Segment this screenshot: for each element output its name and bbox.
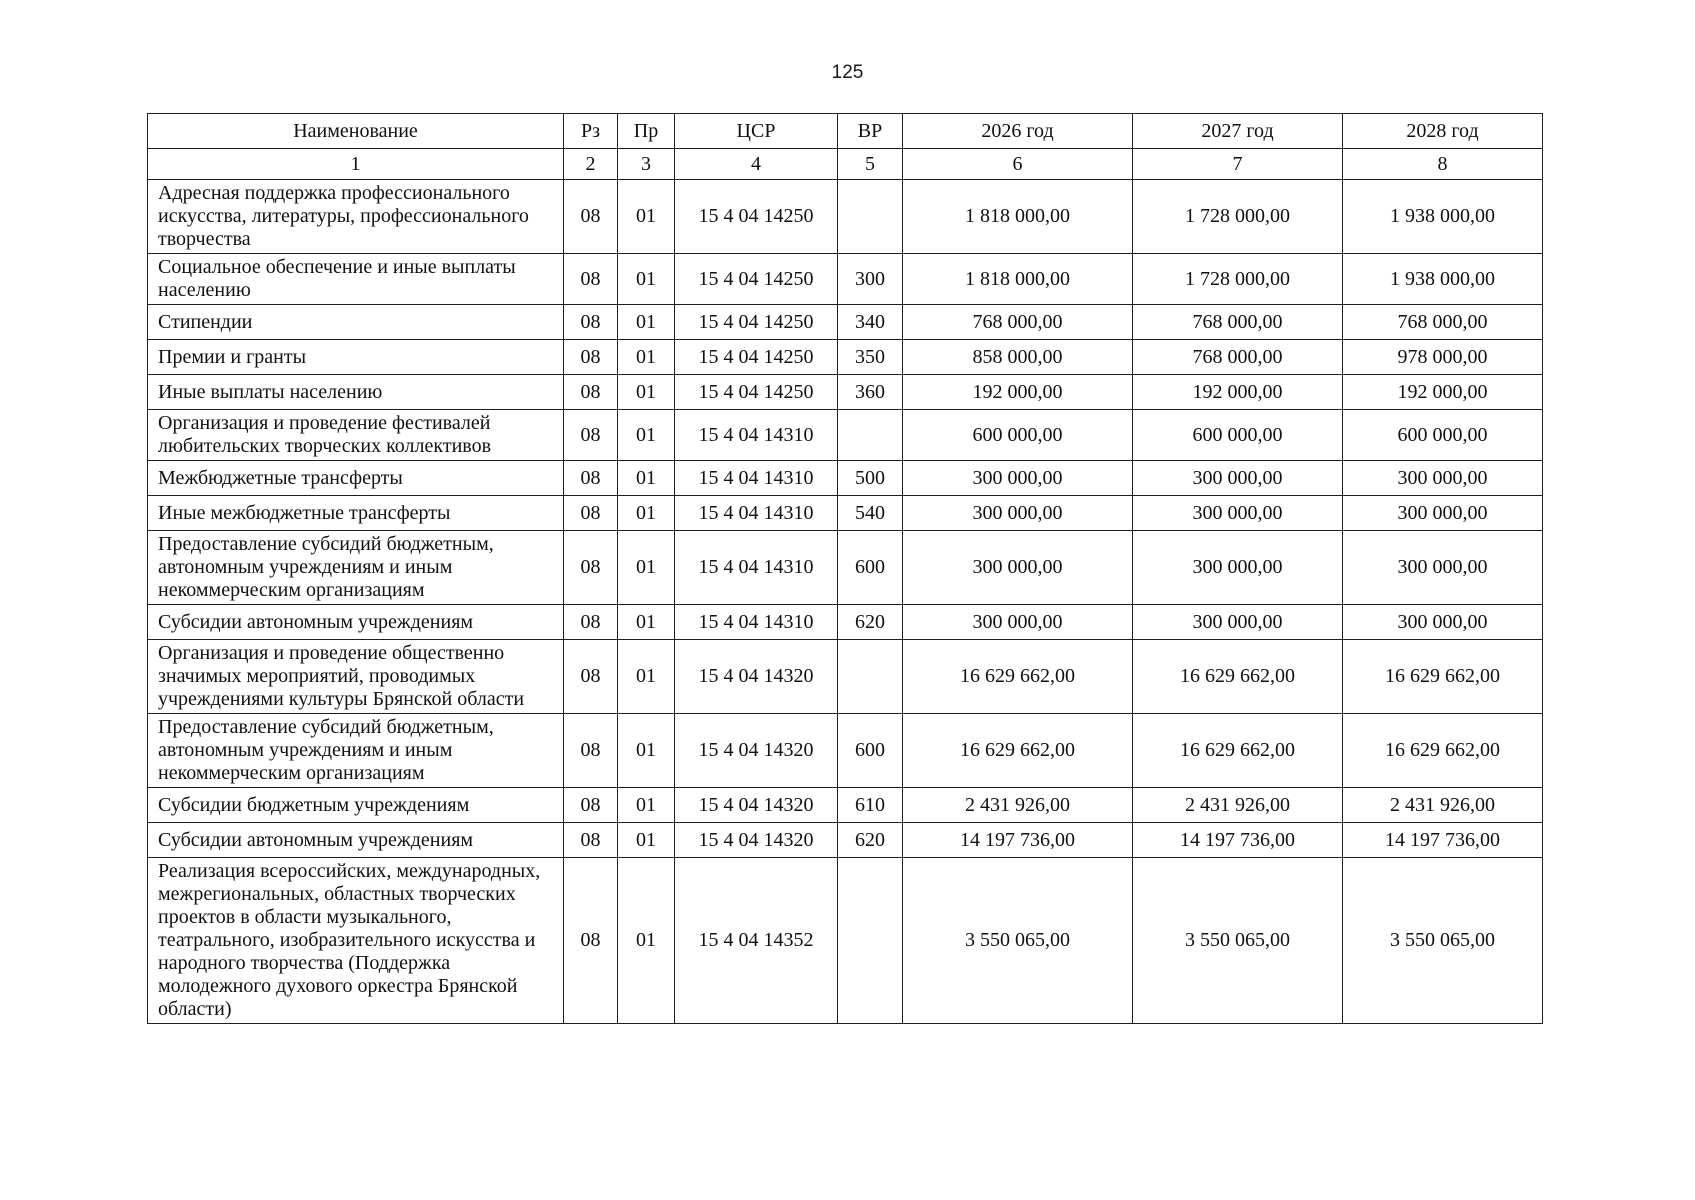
- cell-2028: 16 629 662,00: [1343, 714, 1543, 788]
- cell-csr: 15 4 04 14310: [675, 496, 838, 531]
- cell-vr: [838, 640, 903, 714]
- cell-csr: 15 4 04 14250: [675, 305, 838, 340]
- cell-2027: 192 000,00: [1133, 375, 1343, 410]
- cell-2027: 16 629 662,00: [1133, 714, 1343, 788]
- header-row: [148, 114, 1543, 149]
- table-row: [148, 461, 1543, 496]
- cell-pr: 01: [618, 180, 675, 254]
- column-number: 3: [618, 149, 675, 180]
- cell-pr: 01: [618, 640, 675, 714]
- cell-2028: 3 550 065,00: [1343, 858, 1543, 1024]
- cell-2026: 858 000,00: [903, 340, 1133, 375]
- cell-rz: 08: [564, 714, 618, 788]
- cell-vr: [838, 180, 903, 254]
- cell-csr: 15 4 04 14310: [675, 410, 838, 461]
- cell-pr: 01: [618, 823, 675, 858]
- cell-2027: 300 000,00: [1133, 461, 1343, 496]
- cell-rz: 08: [564, 305, 618, 340]
- cell-2026: 300 000,00: [903, 496, 1133, 531]
- cell-rz: 08: [564, 340, 618, 375]
- cell-name: Межбюджетные трансферты: [148, 461, 564, 496]
- cell-vr: 360: [838, 375, 903, 410]
- cell-2027: 14 197 736,00: [1133, 823, 1343, 858]
- cell-2028: 1 938 000,00: [1343, 254, 1543, 305]
- cell-vr: 540: [838, 496, 903, 531]
- cell-2026: 300 000,00: [903, 605, 1133, 640]
- cell-vr: 620: [838, 823, 903, 858]
- cell-name: Социальное обеспечение и иные выплаты населению: [148, 254, 564, 305]
- cell-csr: 15 4 04 14250: [675, 180, 838, 254]
- column-number-row: [148, 149, 1543, 180]
- cell-2027: 300 000,00: [1133, 605, 1343, 640]
- cell-pr: 01: [618, 340, 675, 375]
- cell-2028: 192 000,00: [1343, 375, 1543, 410]
- cell-csr: 15 4 04 14250: [675, 375, 838, 410]
- cell-vr: 600: [838, 531, 903, 605]
- cell-pr: 01: [618, 461, 675, 496]
- table-row: [148, 640, 1543, 714]
- cell-vr: 600: [838, 714, 903, 788]
- cell-vr: 350: [838, 340, 903, 375]
- cell-2027: 600 000,00: [1133, 410, 1343, 461]
- cell-name: Предоставление субсидий бюджетным, автономным учреждениям и иным некоммерческим организациям: [148, 714, 564, 788]
- cell-csr: 15 4 04 14352: [675, 858, 838, 1024]
- header-name: Наименование: [148, 114, 564, 149]
- cell-2026: 1 818 000,00: [903, 254, 1133, 305]
- table-row: [148, 254, 1543, 305]
- cell-2028: 14 197 736,00: [1343, 823, 1543, 858]
- cell-rz: 08: [564, 180, 618, 254]
- table-row: [148, 605, 1543, 640]
- cell-rz: 08: [564, 375, 618, 410]
- cell-vr: 300: [838, 254, 903, 305]
- cell-rz: 08: [564, 410, 618, 461]
- cell-name: Организация и проведение фестивалей любительских творческих коллективов: [148, 410, 564, 461]
- cell-name: Иные межбюджетные трансферты: [148, 496, 564, 531]
- cell-pr: 01: [618, 714, 675, 788]
- table-row: [148, 340, 1543, 375]
- column-number: 5: [838, 149, 903, 180]
- cell-pr: 01: [618, 531, 675, 605]
- table-row: [148, 375, 1543, 410]
- cell-name: Предоставление субсидий бюджетным, автономным учреждениям и иным некоммерческим организациям: [148, 531, 564, 605]
- cell-2028: 600 000,00: [1343, 410, 1543, 461]
- cell-csr: 15 4 04 14320: [675, 823, 838, 858]
- cell-2028: 1 938 000,00: [1343, 180, 1543, 254]
- header-pr: Пр: [618, 114, 675, 149]
- cell-csr: 15 4 04 14320: [675, 714, 838, 788]
- cell-csr: 15 4 04 14320: [675, 640, 838, 714]
- cell-vr: [838, 858, 903, 1024]
- cell-name: Премии и гранты: [148, 340, 564, 375]
- cell-2026: 192 000,00: [903, 375, 1133, 410]
- cell-2026: 768 000,00: [903, 305, 1133, 340]
- table-row: [148, 858, 1543, 1024]
- cell-vr: 620: [838, 605, 903, 640]
- budget-table: [147, 113, 1543, 1024]
- cell-2027: 1 728 000,00: [1133, 180, 1343, 254]
- cell-2026: 16 629 662,00: [903, 714, 1133, 788]
- table-row: [148, 531, 1543, 605]
- table-row: [148, 714, 1543, 788]
- cell-2026: 1 818 000,00: [903, 180, 1133, 254]
- cell-csr: 15 4 04 14250: [675, 254, 838, 305]
- header-2026: 2026 год: [903, 114, 1133, 149]
- table-row: [148, 410, 1543, 461]
- cell-pr: 01: [618, 375, 675, 410]
- column-number: 1: [148, 149, 564, 180]
- cell-2028: 16 629 662,00: [1343, 640, 1543, 714]
- table-row: [148, 180, 1543, 254]
- cell-name: Реализация всероссийских, международных, межрегиональных, областных творческих проектов в области музыкального, театрального, изобразительного искусства и народного творчества (Поддержка молодежного духового оркестра Брянской области): [148, 858, 564, 1024]
- cell-2027: 2 431 926,00: [1133, 788, 1343, 823]
- cell-rz: 08: [564, 496, 618, 531]
- cell-2028: 300 000,00: [1343, 461, 1543, 496]
- header-csr: ЦСР: [675, 114, 838, 149]
- cell-name: Адресная поддержка профессионального искусства, литературы, профессионального творчества: [148, 180, 564, 254]
- cell-csr: 15 4 04 14310: [675, 461, 838, 496]
- header-2028: 2028 год: [1343, 114, 1543, 149]
- cell-pr: 01: [618, 788, 675, 823]
- cell-2028: 300 000,00: [1343, 496, 1543, 531]
- cell-2027: 768 000,00: [1133, 340, 1343, 375]
- column-number: 6: [903, 149, 1133, 180]
- table-row: [148, 305, 1543, 340]
- cell-2028: 300 000,00: [1343, 605, 1543, 640]
- cell-2027: 1 728 000,00: [1133, 254, 1343, 305]
- cell-rz: 08: [564, 788, 618, 823]
- cell-name: Организация и проведение общественно значимых мероприятий, проводимых учреждениями культуры Брянской области: [148, 640, 564, 714]
- cell-pr: 01: [618, 305, 675, 340]
- column-number: 8: [1343, 149, 1543, 180]
- cell-2026: 300 000,00: [903, 461, 1133, 496]
- header-vr: ВР: [838, 114, 903, 149]
- cell-name: Стипендии: [148, 305, 564, 340]
- cell-2027: 300 000,00: [1133, 496, 1343, 531]
- column-number: 7: [1133, 149, 1343, 180]
- cell-pr: 01: [618, 410, 675, 461]
- column-number: 4: [675, 149, 838, 180]
- table-body: [148, 180, 1543, 1024]
- table-row: [148, 788, 1543, 823]
- cell-2026: 600 000,00: [903, 410, 1133, 461]
- cell-rz: 08: [564, 531, 618, 605]
- cell-2027: 768 000,00: [1133, 305, 1343, 340]
- cell-pr: 01: [618, 254, 675, 305]
- cell-vr: 500: [838, 461, 903, 496]
- header-rz: Рз: [564, 114, 618, 149]
- header-2027: 2027 год: [1133, 114, 1343, 149]
- cell-pr: 01: [618, 858, 675, 1024]
- table-row: [148, 823, 1543, 858]
- cell-vr: 340: [838, 305, 903, 340]
- column-number: 2: [564, 149, 618, 180]
- cell-rz: 08: [564, 254, 618, 305]
- cell-name: Субсидии бюджетным учреждениям: [148, 788, 564, 823]
- cell-csr: 15 4 04 14310: [675, 531, 838, 605]
- cell-name: Субсидии автономным учреждениям: [148, 823, 564, 858]
- cell-2028: 300 000,00: [1343, 531, 1543, 605]
- cell-rz: 08: [564, 823, 618, 858]
- cell-2027: 3 550 065,00: [1133, 858, 1343, 1024]
- cell-csr: 15 4 04 14310: [675, 605, 838, 640]
- cell-2027: 300 000,00: [1133, 531, 1343, 605]
- cell-2026: 16 629 662,00: [903, 640, 1133, 714]
- cell-2027: 16 629 662,00: [1133, 640, 1343, 714]
- cell-2028: 768 000,00: [1343, 305, 1543, 340]
- page-number: 125: [831, 62, 864, 83]
- cell-2028: 2 431 926,00: [1343, 788, 1543, 823]
- cell-csr: 15 4 04 14250: [675, 340, 838, 375]
- cell-rz: 08: [564, 605, 618, 640]
- cell-pr: 01: [618, 605, 675, 640]
- table-row: [148, 496, 1543, 531]
- cell-vr: 610: [838, 788, 903, 823]
- cell-rz: 08: [564, 858, 618, 1024]
- cell-rz: 08: [564, 640, 618, 714]
- cell-name: Субсидии автономным учреждениям: [148, 605, 564, 640]
- cell-2026: 14 197 736,00: [903, 823, 1133, 858]
- cell-vr: [838, 410, 903, 461]
- cell-2028: 978 000,00: [1343, 340, 1543, 375]
- cell-2026: 3 550 065,00: [903, 858, 1133, 1024]
- cell-pr: 01: [618, 496, 675, 531]
- cell-2026: 300 000,00: [903, 531, 1133, 605]
- cell-name: Иные выплаты населению: [148, 375, 564, 410]
- cell-rz: 08: [564, 461, 618, 496]
- cell-csr: 15 4 04 14320: [675, 788, 838, 823]
- cell-2026: 2 431 926,00: [903, 788, 1133, 823]
